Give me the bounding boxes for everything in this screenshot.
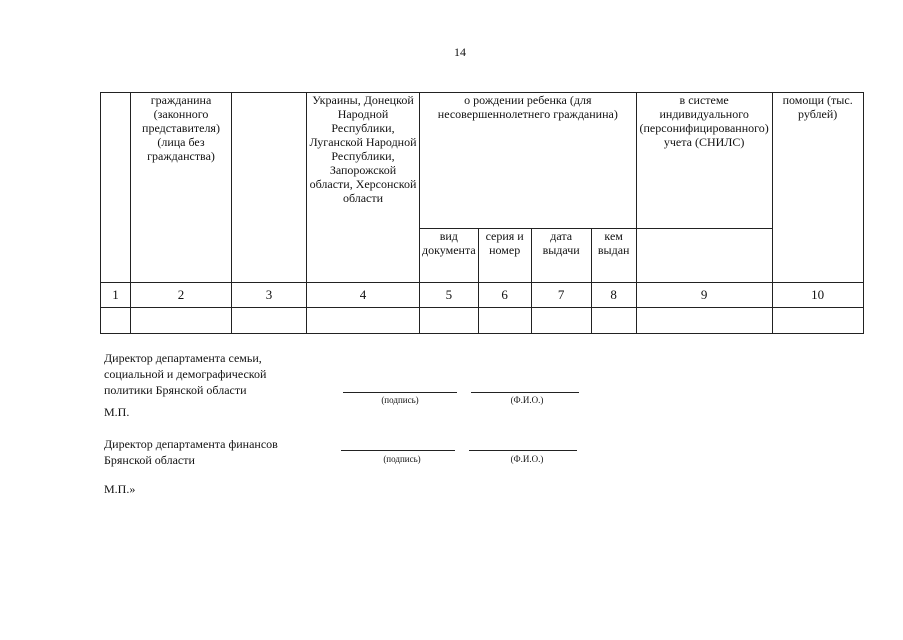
stamp-placeholder: М.П.»	[104, 482, 136, 496]
header-issue-date: дата выдачи	[531, 229, 591, 283]
header-col-3	[232, 93, 307, 283]
header-birth-certificate: о рождении ребенка (для несовершеннолетнего гражданина)	[420, 93, 637, 229]
column-number: 5	[420, 283, 479, 308]
header-aid-amount: помощи (тыс. рублей)	[772, 93, 863, 283]
title-line: политики Брянской области	[104, 383, 247, 397]
column-number: 9	[636, 283, 772, 308]
table-cell	[591, 308, 636, 334]
page-number: 14	[454, 45, 466, 59]
header-snils-empty	[636, 229, 772, 283]
header-regions: Украины, Донецкой Народной Республики, Луганской Народной Республики, Запорожской области, Херсонской области	[307, 93, 420, 283]
signature-line	[341, 450, 455, 451]
title-line: Брянской области	[104, 453, 195, 467]
table-cell	[232, 308, 307, 334]
table-cell	[420, 308, 479, 334]
director-family-title	[104, 350, 266, 398]
header-doc-type: вид документа	[420, 229, 479, 283]
stamp-placeholder: М.П.	[104, 405, 130, 419]
header-snils: в системе индивидуального (персонифицированного) учета (СНИЛС)	[636, 93, 772, 229]
signature-caption: (подпись)	[381, 395, 419, 405]
name-line	[469, 450, 577, 451]
table-cell	[131, 308, 232, 334]
table-cell	[478, 308, 531, 334]
empty-data-row	[101, 308, 864, 334]
header-citizen: гражданина (законного представителя) (лица без гражданства)	[131, 93, 232, 283]
table-cell	[307, 308, 420, 334]
column-number: 4	[307, 283, 420, 308]
name-caption: (Ф.И.О.)	[510, 395, 544, 405]
name-line	[471, 392, 579, 393]
table-cell	[531, 308, 591, 334]
header-row-top	[101, 93, 864, 229]
column-number: 2	[131, 283, 232, 308]
header-issued-by: кем выдан	[591, 229, 636, 283]
name-caption: (Ф.И.О.)	[510, 454, 544, 464]
column-number: 3	[232, 283, 307, 308]
column-number: 8	[591, 283, 636, 308]
citizens-table	[100, 92, 864, 334]
signature-line	[343, 392, 457, 393]
director-finance-title	[104, 436, 278, 468]
column-number: 1	[101, 283, 131, 308]
column-number: 6	[478, 283, 531, 308]
title-line: социальной и демографической	[104, 367, 267, 381]
table-cell	[772, 308, 863, 334]
title-line: Директор департамента финансов	[104, 437, 278, 451]
table-cell	[636, 308, 772, 334]
title-line: Директор департамента семьи,	[104, 351, 262, 365]
header-col-1	[101, 93, 131, 283]
column-number: 10	[772, 283, 863, 308]
signature-caption: (подпись)	[383, 454, 421, 464]
column-numbers-row	[101, 283, 864, 308]
table-cell	[101, 308, 131, 334]
header-series-number: серия и номер	[478, 229, 531, 283]
column-number: 7	[531, 283, 591, 308]
